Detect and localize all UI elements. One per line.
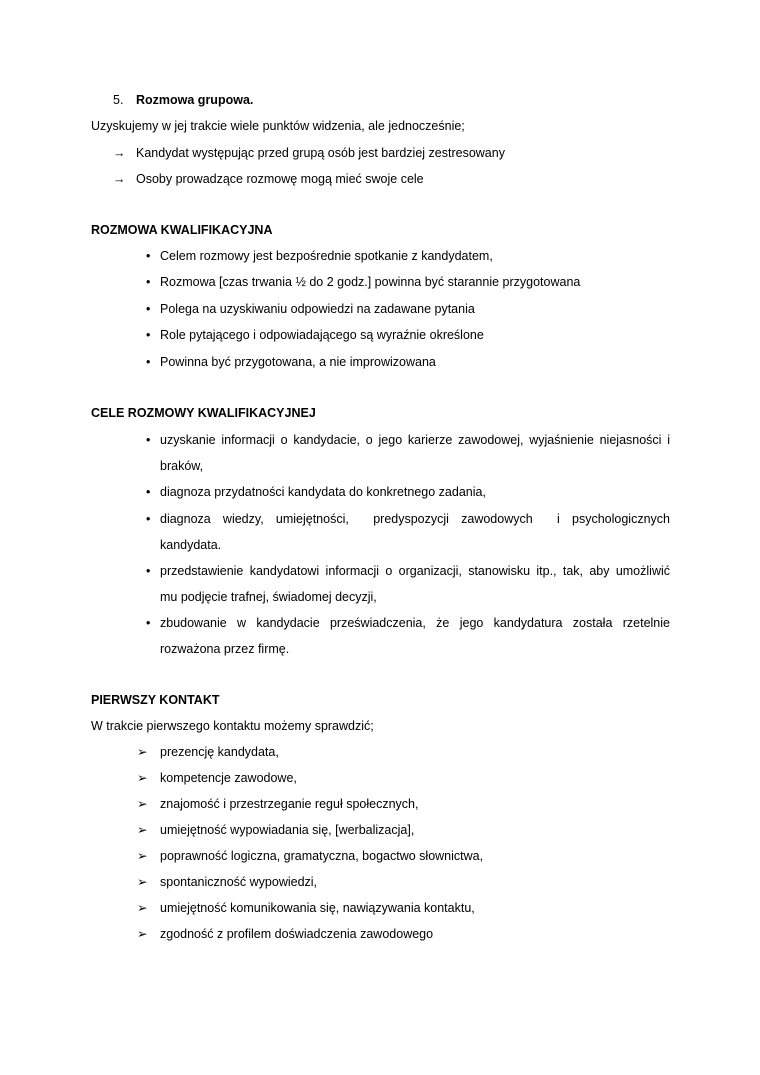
bullet-icon: • <box>146 302 151 316</box>
list-item: diagnoza wiedzy, umiejętności, predyspozycji zawodowych i psychologicznych <box>160 512 670 526</box>
bullet-icon: • <box>146 275 151 289</box>
list-item: spontaniczność wypowiedzi, <box>160 875 318 889</box>
section-heading: CELE ROZMOWY KWALIFIKACYJNEJ <box>91 406 316 420</box>
list-item-continuation: rozważona przez firmę. <box>160 642 290 656</box>
bullet-icon: • <box>146 564 151 578</box>
list-item: diagnoza przydatności kandydata do konkretnego zadania, <box>160 485 486 499</box>
section-heading: ROZMOWA KWALIFIKACYJNA <box>91 223 273 237</box>
list-item: umiejętność komunikowania się, nawiązywania kontaktu, <box>160 901 475 915</box>
bullet-icon: • <box>146 485 151 499</box>
list-item: poprawność logiczna, gramatyczna, bogactwo słownictwa, <box>160 849 484 863</box>
list-item: Celem rozmowy jest bezpośrednie spotkanie z kandydatem, <box>160 249 493 263</box>
list-item: uzyskanie informacji o kandydacie, o jego karierze zawodowej, wyjaśnienie niejasności i <box>160 433 670 447</box>
list-item: prezencję kandydata, <box>160 745 279 759</box>
arrowhead-bullet-icon: ➢ <box>137 901 148 915</box>
list-item: znajomość i przestrzeganie reguł społecznych, <box>160 797 419 811</box>
intro-text: Uzyskujemy w jej trakcie wiele punktów widzenia, ale jednocześnie; <box>91 119 465 133</box>
section-title: Rozmowa grupowa. <box>136 93 254 107</box>
arrow-icon: → <box>113 172 126 186</box>
bullet-icon: • <box>146 355 151 369</box>
bullet-icon: • <box>146 328 151 342</box>
bullet-icon: • <box>146 616 151 630</box>
bullet-icon: • <box>146 433 151 447</box>
list-item: przedstawienie kandydatowi informacji o organizacji, stanowisku itp., tak, aby umożliwić <box>160 564 670 578</box>
arrowhead-bullet-icon: ➢ <box>137 771 148 785</box>
list-item: Kandydat występując przed grupą osób jest bardziej zestresowany <box>136 146 505 160</box>
arrowhead-bullet-icon: ➢ <box>137 927 148 941</box>
arrowhead-bullet-icon: ➢ <box>137 823 148 837</box>
list-item: Polega na uzyskiwaniu odpowiedzi na zadawane pytania <box>160 302 475 316</box>
bullet-icon: • <box>146 249 151 263</box>
list-item: Role pytającego i odpowiadającego są wyraźnie określone <box>160 328 484 342</box>
arrowhead-bullet-icon: ➢ <box>137 849 148 863</box>
section-heading: PIERWSZY KONTAKT <box>91 693 220 707</box>
list-number: 5. <box>113 93 124 107</box>
arrow-icon: → <box>113 146 126 160</box>
list-item-continuation: mu podjęcie trafnej, świadomej decyzji, <box>160 590 377 604</box>
list-item-continuation: kandydata. <box>160 538 222 552</box>
list-item: Rozmowa [czas trwania ½ do 2 godz.] powinna być starannie przygotowana <box>160 275 581 289</box>
list-item: Osoby prowadzące rozmowę mogą mieć swoje cele <box>136 172 424 186</box>
list-item-continuation: braków, <box>160 459 204 473</box>
list-item: zgodność z profilem doświadczenia zawodowego <box>160 927 434 941</box>
intro-text: W trakcie pierwszego kontaktu możemy sprawdzić; <box>91 719 374 733</box>
arrowhead-bullet-icon: ➢ <box>137 875 148 889</box>
arrowhead-bullet-icon: ➢ <box>137 797 148 811</box>
arrowhead-bullet-icon: ➢ <box>137 745 148 759</box>
list-item: umiejętność wypowiadania się, [werbalizacja], <box>160 823 415 837</box>
list-item: zbudowanie w kandydacie przeświadczenia, że jego kandydatura została rzetelnie <box>160 616 670 630</box>
list-item: Powinna być przygotowana, a nie improwizowana <box>160 355 436 369</box>
bullet-icon: • <box>146 512 151 526</box>
list-item: kompetencje zawodowe, <box>160 771 297 785</box>
